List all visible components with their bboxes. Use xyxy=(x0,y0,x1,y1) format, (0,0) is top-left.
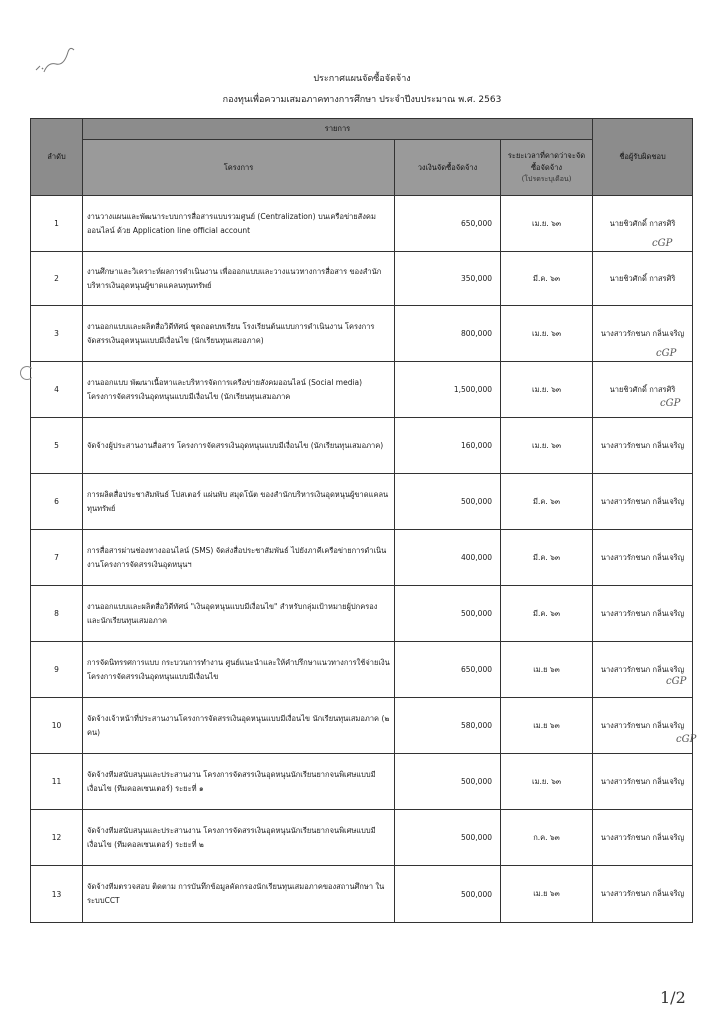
row-owner: นายชิวศักดิ์ กาสรศิริ xyxy=(593,196,693,252)
row-amount: 400,000 xyxy=(395,530,501,586)
procurement-plan-table xyxy=(30,118,693,923)
row-period: มี.ค. ๖๓ xyxy=(501,530,593,586)
row-number: 12 xyxy=(31,810,83,866)
handwritten-note: cGP xyxy=(656,348,677,359)
handwritten-note: cGP xyxy=(676,734,697,745)
punch-hole-mark xyxy=(20,366,34,380)
row-amount: 500,000 xyxy=(395,586,501,642)
row-owner: นายชิวศักดิ์ กาสรศิริ xyxy=(593,252,693,306)
row-owner: นางสาวรักชนก กลิ่นเจริญ xyxy=(593,306,693,362)
table-row xyxy=(31,698,693,754)
header-no: ลำดับ xyxy=(31,119,83,196)
row-owner: นางสาวรักชนก กลิ่นเจริญ xyxy=(593,642,693,698)
row-owner: นางสาวรักชนก กลิ่นเจริญ xyxy=(593,754,693,810)
row-owner: นางสาวรักชนก กลิ่นเจริญ xyxy=(593,418,693,474)
row-number: 4 xyxy=(31,362,83,418)
row-period: เม.ย. ๖๓ xyxy=(501,306,593,362)
table-row xyxy=(31,754,693,810)
row-project: การผลิตสื่อประชาสัมพันธ์ โปสเตอร์ แผ่นพับ สมุดโน้ต ของสำนักบริหารเงินอุดหนุนผู้ขาดแคลนทุนทรัพย์ xyxy=(83,474,395,530)
row-number: 2 xyxy=(31,252,83,306)
row-amount: 160,000 xyxy=(395,418,501,474)
row-project: การจัดนิทรรศการแบบ กระบวนการทำงาน ศูนย์แนะนำและให้คำปรึกษาแนวทางการใช้จ่ายเงิน โครงการจัดสรรเงินอุดหนุนแบบมีเงื่อนไข xyxy=(83,642,395,698)
row-period: เม.ย. ๖๓ xyxy=(501,196,593,252)
row-period: เม.ย. ๖๓ xyxy=(501,362,593,418)
header-project: โครงการ xyxy=(83,140,395,196)
document-subtitle: กองทุนเพื่อความเสมอภาคทางการศึกษา ประจำปีงบประมาณ พ.ศ. 2563 xyxy=(222,95,502,105)
row-amount: 650,000 xyxy=(395,196,501,252)
row-owner: นางสาวรักชนก กลิ่นเจริญ xyxy=(593,810,693,866)
row-owner: นางสาวรักชนก กลิ่นเจริญ xyxy=(593,698,693,754)
row-amount: 580,000 xyxy=(395,698,501,754)
row-amount: 500,000 xyxy=(395,810,501,866)
row-number: 8 xyxy=(31,586,83,642)
row-owner: นางสาวรักชนก กลิ่นเจริญ xyxy=(593,866,693,923)
table-row xyxy=(31,196,693,252)
row-amount: 500,000 xyxy=(395,474,501,530)
row-number: 13 xyxy=(31,866,83,923)
row-number: 7 xyxy=(31,530,83,586)
table-row xyxy=(31,362,693,418)
table-row xyxy=(31,474,693,530)
row-period: เม.ย ๖๓ xyxy=(501,866,593,923)
row-number: 6 xyxy=(31,474,83,530)
header-period-note: (โปรดระบุเดือน) xyxy=(521,175,572,183)
table-row xyxy=(31,252,693,306)
document-title: ประกาศแผนจัดซื้อจัดจ้าง xyxy=(313,74,411,84)
row-number: 11 xyxy=(31,754,83,810)
row-period: มี.ค. ๖๓ xyxy=(501,474,593,530)
handwritten-note: cGP xyxy=(666,676,687,687)
row-project: จัดจ้างทีมตรวจสอบ ติดตาม การบันทึกข้อมูลคัดกรองนักเรียนทุนเสมอภาคของสถานศึกษา ในระบบCCT xyxy=(83,866,395,923)
row-project: งานศึกษาและวิเคราะห์ผลการดำเนินงาน เพื่อออกแบบและวางแนวทางการสื่อสาร ของสำนักบริหารเงินอุดหนุนผู้ขาดแคลนทุนทรัพย์ xyxy=(83,252,395,306)
row-project: งานออกแบบ พัฒนาเนื้อหาและบริหารจัดการเครือข่ายสังคมออนไลน์ (Social media) โครงการจัดสรรเงินอุดหนุนแบบมีเงื่อนไข (นักเรียนทุนเสมอภาค xyxy=(83,362,395,418)
row-project: จัดจ้างทีมสนับสนุนและประสานงาน โครงการจัดสรรเงินอุดหนุนนักเรียนยากจนพิเศษแบบมีเงื่อนไข (ทีมคอลเซนเตอร์) ระยะที่ ๒ xyxy=(83,810,395,866)
row-owner: นายชิวศักดิ์ กาสรศิริ xyxy=(593,362,693,418)
row-period: เม.ย. ๖๓ xyxy=(501,754,593,810)
row-amount: 500,000 xyxy=(395,866,501,923)
row-project: การสื่อสารผ่านช่องทางออนไลน์ (SMS) จัดส่งสื่อประชาสัมพันธ์ ไปยังภาคีเครือข่ายการดำเนินงานโครงการจัดสรรเงินอุดหนุนฯ xyxy=(83,530,395,586)
header-owner: ชื่อผู้รับผิดชอบ xyxy=(593,119,693,196)
row-period: เม.ย. ๖๓ xyxy=(501,418,593,474)
row-period: มี.ค. ๖๓ xyxy=(501,586,593,642)
header-period-label: ระยะเวลาที่คาดว่าจะจัดซื้อจัดจ้าง xyxy=(507,151,586,172)
row-number: 10 xyxy=(31,698,83,754)
row-number: 3 xyxy=(31,306,83,362)
row-amount: 1,500,000 xyxy=(395,362,501,418)
row-owner: นางสาวรักชนก กลิ่นเจริญ xyxy=(593,530,693,586)
row-owner: นางสาวรักชนก กลิ่นเจริญ xyxy=(593,586,693,642)
row-number: 5 xyxy=(31,418,83,474)
handwritten-note: cGP xyxy=(652,238,673,249)
handwritten-note: cGP xyxy=(660,398,681,409)
row-project: งานออกแบบและผลิตสื่อวิดีทัศน์ "เงินอุดหนุนแบบมีเงื่อนไข" สำหรับกลุ่มเป้าหมายผู้ปกครอง และนักเรียนทุนเสมอภาค xyxy=(83,586,395,642)
header-amount: วงเงินจัดซื้อจัดจ้าง xyxy=(395,140,501,196)
table-row xyxy=(31,418,693,474)
table-row xyxy=(31,642,693,698)
row-amount: 650,000 xyxy=(395,642,501,698)
table-row xyxy=(31,306,693,362)
header-items-group: รายการ xyxy=(83,119,593,140)
row-project: งานออกแบบและผลิตสื่อวิดีทัศน์ ชุดถอดบทเรียน โรงเรียนต้นแบบการดำเนินงาน โครงการจัดสรรเงินอุดหนุนแบบมีเงื่อนไข (นักเรียนทุนเสมอภาค) xyxy=(83,306,395,362)
table-row xyxy=(31,586,693,642)
header-period xyxy=(501,140,593,196)
table-row xyxy=(31,530,693,586)
row-period: เม.ย ๖๓ xyxy=(501,698,593,754)
row-owner: นางสาวรักชนก กลิ่นเจริญ xyxy=(593,474,693,530)
row-period: มี.ค. ๖๓ xyxy=(501,252,593,306)
table-row xyxy=(31,866,693,923)
table-row xyxy=(31,810,693,866)
row-project: จัดจ้างผู้ประสานงานสื่อสาร โครงการจัดสรรเงินอุดหนุนแบบมีเงื่อนไข (นักเรียนทุนเสมอภาค) xyxy=(83,418,395,474)
row-project: งานวางแผนและพัฒนาระบบการสื่อสารแบบรวมศูนย์ (Centralization) บนเครือข่ายสังคมออนไลน์ ด้วย Application line official account xyxy=(83,196,395,252)
row-amount: 350,000 xyxy=(395,252,501,306)
row-number: 9 xyxy=(31,642,83,698)
row-amount: 800,000 xyxy=(395,306,501,362)
row-project: จัดจ้างเจ้าหน้าที่ประสานงานโครงการจัดสรรเงินอุดหนุนแบบมีเงื่อนไข นักเรียนทุนเสมอภาค (๒ คน) xyxy=(83,698,395,754)
row-period: เม.ย ๖๓ xyxy=(501,642,593,698)
row-number: 1 xyxy=(31,196,83,252)
row-period: ก.ค. ๖๓ xyxy=(501,810,593,866)
page-number: 1/2 xyxy=(660,988,686,1007)
row-amount: 500,000 xyxy=(395,754,501,810)
row-project: จัดจ้างทีมสนับสนุนและประสานงาน โครงการจัดสรรเงินอุดหนุนนักเรียนยากจนพิเศษแบบมีเงื่อนไข (ทีมคอลเซนเตอร์) ระยะที่ ๑ xyxy=(83,754,395,810)
